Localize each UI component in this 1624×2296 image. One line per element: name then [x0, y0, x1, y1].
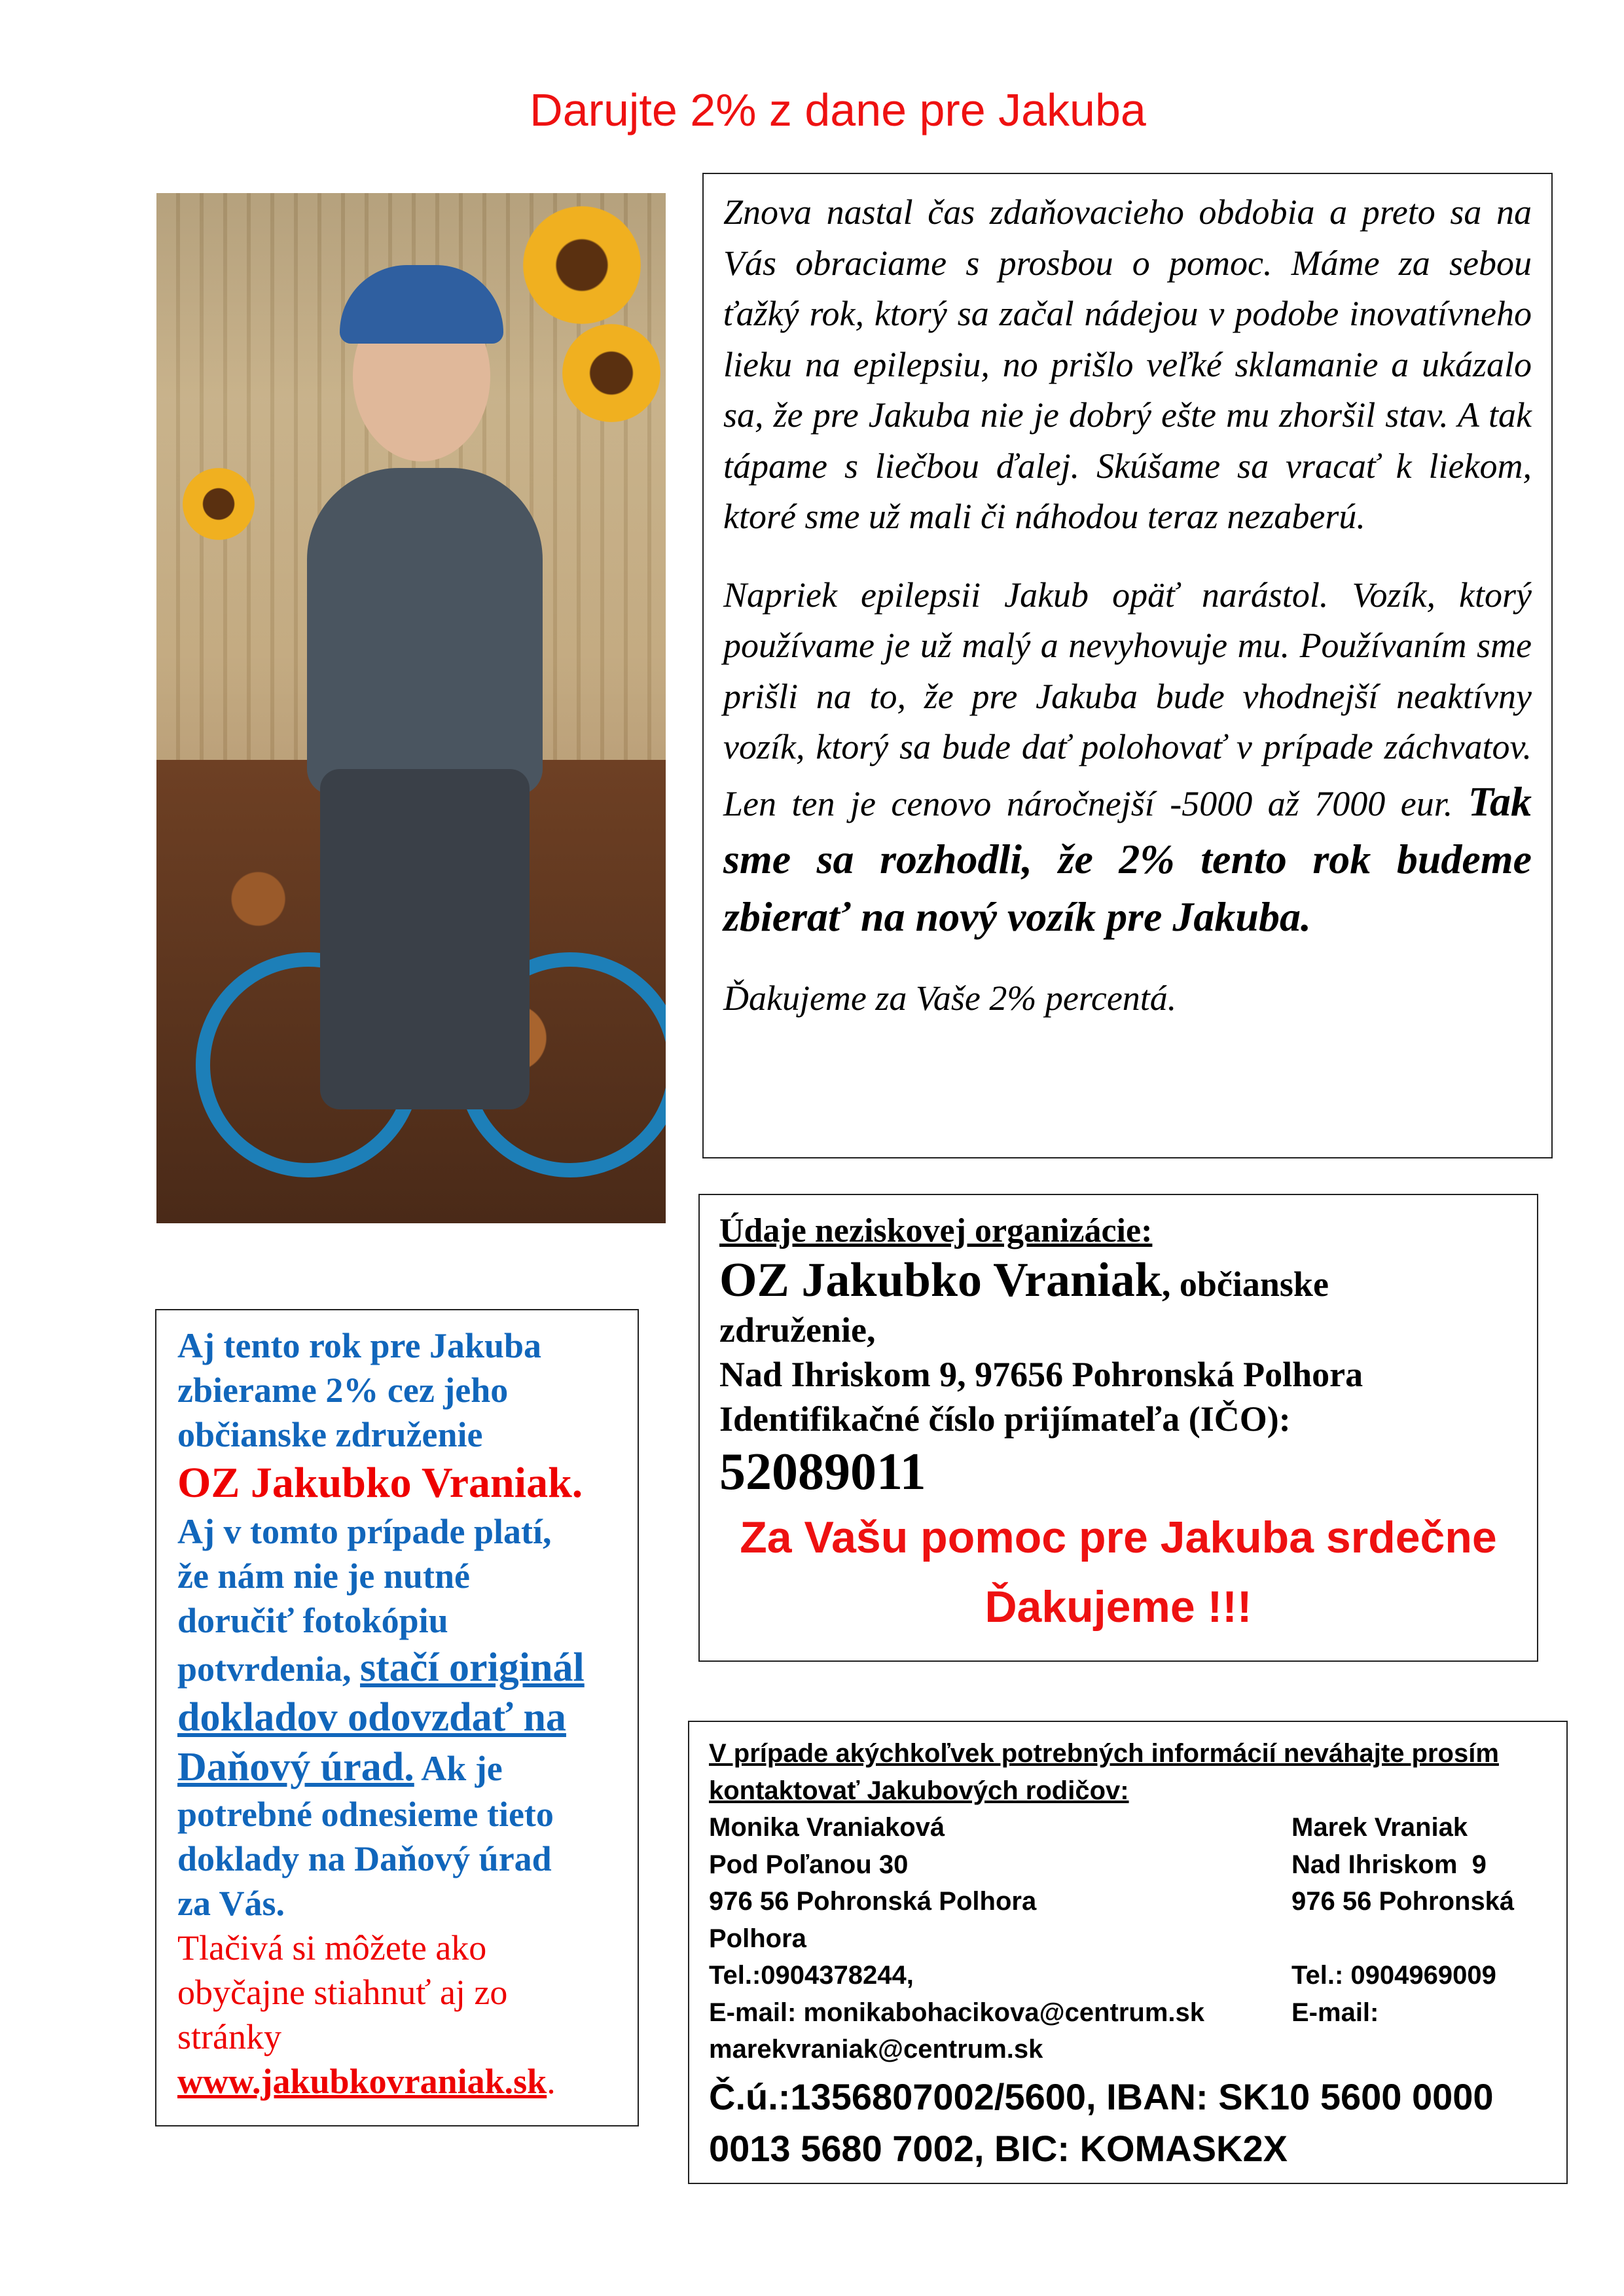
org-type: združenie, — [719, 1310, 876, 1350]
contact-heading: V prípade akýchkoľvek potrebných informácií neváhajte prosím — [709, 1739, 1499, 1768]
appeal-text: potvrdenia, — [177, 1649, 361, 1689]
story-highlight: Tak sme sa rozhodli, že 2% tento rok budeme zbierať na nový vozík pre Jakuba. — [723, 778, 1532, 940]
father-city: 976 56 Pohronská — [1291, 1887, 1515, 1916]
appeal-org-name: OZ Jakubko Vraniak. — [177, 1459, 583, 1507]
mother-phone[interactable]: Tel.:0904378244, — [709, 1961, 914, 1990]
appeal-text: Ak je — [414, 1749, 503, 1788]
website-link[interactable]: www.jakubkovraniak.sk — [177, 2062, 547, 2101]
appeal-box — [155, 1309, 639, 2126]
bank-account: Č.ú.:1356807002/5600, IBAN: SK10 5600 0000 — [709, 2075, 1494, 2117]
contact-heading: kontaktovať Jakubových rodičov: — [709, 1776, 1129, 1805]
contact-box — [688, 1721, 1568, 2184]
story-text: Napriek epilepsii Jakub opäť narástol. Vozík, ktorý používame je už malý a nevyhovuje mu. Používaním sme prišli na to, že pre Jakuba bude vhodnejší neaktívny vozík, ktorý sa bude dať polohovať v prípade záchvatov. Len ten je cenovo náročnejší -5000 až 7000 eur. — [723, 575, 1532, 823]
father-street: Nad Ihriskom 9 — [1291, 1850, 1487, 1879]
org-ico-label: Identifikačné číslo prijímateľa (IČO): — [719, 1399, 1291, 1439]
org-name: OZ Jakubko Vraniak — [719, 1253, 1162, 1307]
org-address: Nad Ihriskom 9, 97656 Pohronská Polhora — [719, 1355, 1363, 1394]
mother-city-cont: Polhora — [709, 1924, 806, 1953]
father-email[interactable]: marekvraniak@centrum.sk — [709, 2035, 1043, 2064]
sunflower-decoration — [523, 206, 641, 324]
story-box — [702, 173, 1553, 1158]
forms-note — [177, 2059, 638, 2104]
appeal-line: občianske združenie — [177, 1415, 483, 1454]
bank-account-cont: 0013 5680 7002, BIC: KOMASK2X — [709, 2127, 1288, 2169]
forms-note: stránky — [177, 2017, 281, 2056]
story-paragraph-2 — [723, 570, 1532, 946]
mother-name: Monika Vraniaková — [709, 1813, 945, 1842]
organization-box — [698, 1194, 1538, 1662]
photo-person-body — [307, 468, 543, 795]
sunflower-decoration — [183, 468, 255, 540]
appeal-line: že nám nie je nutné — [177, 1556, 470, 1596]
appeal-line: za Vás. — [177, 1884, 285, 1923]
appeal-line: doručiť fotokópiu — [177, 1601, 448, 1640]
page-title: Darujte 2% z dane pre Jakuba — [530, 84, 1146, 135]
appeal-line — [177, 1643, 638, 1693]
mother-city: 976 56 Pohronská Polhora — [709, 1887, 1037, 1916]
forms-note: obyčajne stiahnuť aj zo — [177, 1973, 508, 2012]
appeal-emphasis: Daňový úrad. — [177, 1745, 414, 1789]
father-email-label: E-mail: — [1291, 1998, 1379, 2027]
story-paragraph-1: Znova nastal čas zdaňovacieho obdobia a preto sa na Vás obraciame s prosbou o pomoc. Máme za sebou ťažký rok, ktorý sa začal nádejou v podobe inovatívneho lieku na epilepsiu, no prišlo veľké sklamanie a ukázalo sa, že pre Jakuba nie je dobrý ešte mu zhoršil stav. A tak tápame s liečbou ďalej. Skúšame sa vracať k liekom, ktoré sme už mali či náhodou teraz nezaberú. — [723, 192, 1532, 536]
org-name-line — [719, 1253, 1537, 1308]
thanks-line: Ďakujeme !!! — [984, 1582, 1252, 1632]
org-ico: 52089011 — [719, 1443, 926, 1501]
appeal-line: zbierame 2% cez jeho — [177, 1371, 509, 1410]
mother-email[interactable]: E-mail: monikabohacikova@centrum.sk — [709, 1998, 1205, 2027]
appeal-emphasis: stačí originál — [360, 1645, 585, 1690]
appeal-line: Aj v tomto prípade platí, — [177, 1512, 552, 1551]
forms-note: Tlačivá si môžete ako — [177, 1928, 487, 1967]
story-thanks: Ďakujeme za Vaše 2% percentá. — [723, 978, 1177, 1018]
father-name: Marek Vraniak — [1291, 1813, 1468, 1842]
appeal-line: Aj tento rok pre Jakuba — [177, 1326, 542, 1365]
org-type: , občianske — [1161, 1265, 1329, 1304]
sunflower-decoration — [562, 324, 660, 422]
appeal-line: potrebné odnesieme tieto — [177, 1795, 554, 1834]
appeal-line: doklady na Daňový úrad — [177, 1839, 552, 1878]
period: . — [547, 2062, 556, 2101]
jakub-photo — [156, 193, 666, 1223]
appeal-line — [177, 1742, 638, 1792]
org-heading: Údaje neziskovej organizácie: — [719, 1212, 1153, 1249]
thanks-line: Za Vašu pomoc pre Jakuba srdečne — [740, 1513, 1497, 1562]
photo-person-legs — [320, 769, 530, 1109]
father-phone[interactable]: Tel.: 0904969009 — [1291, 1961, 1496, 1990]
mother-street: Pod Poľanou 30 — [709, 1850, 909, 1879]
appeal-emphasis: dokladov odovzdať na — [177, 1695, 566, 1740]
